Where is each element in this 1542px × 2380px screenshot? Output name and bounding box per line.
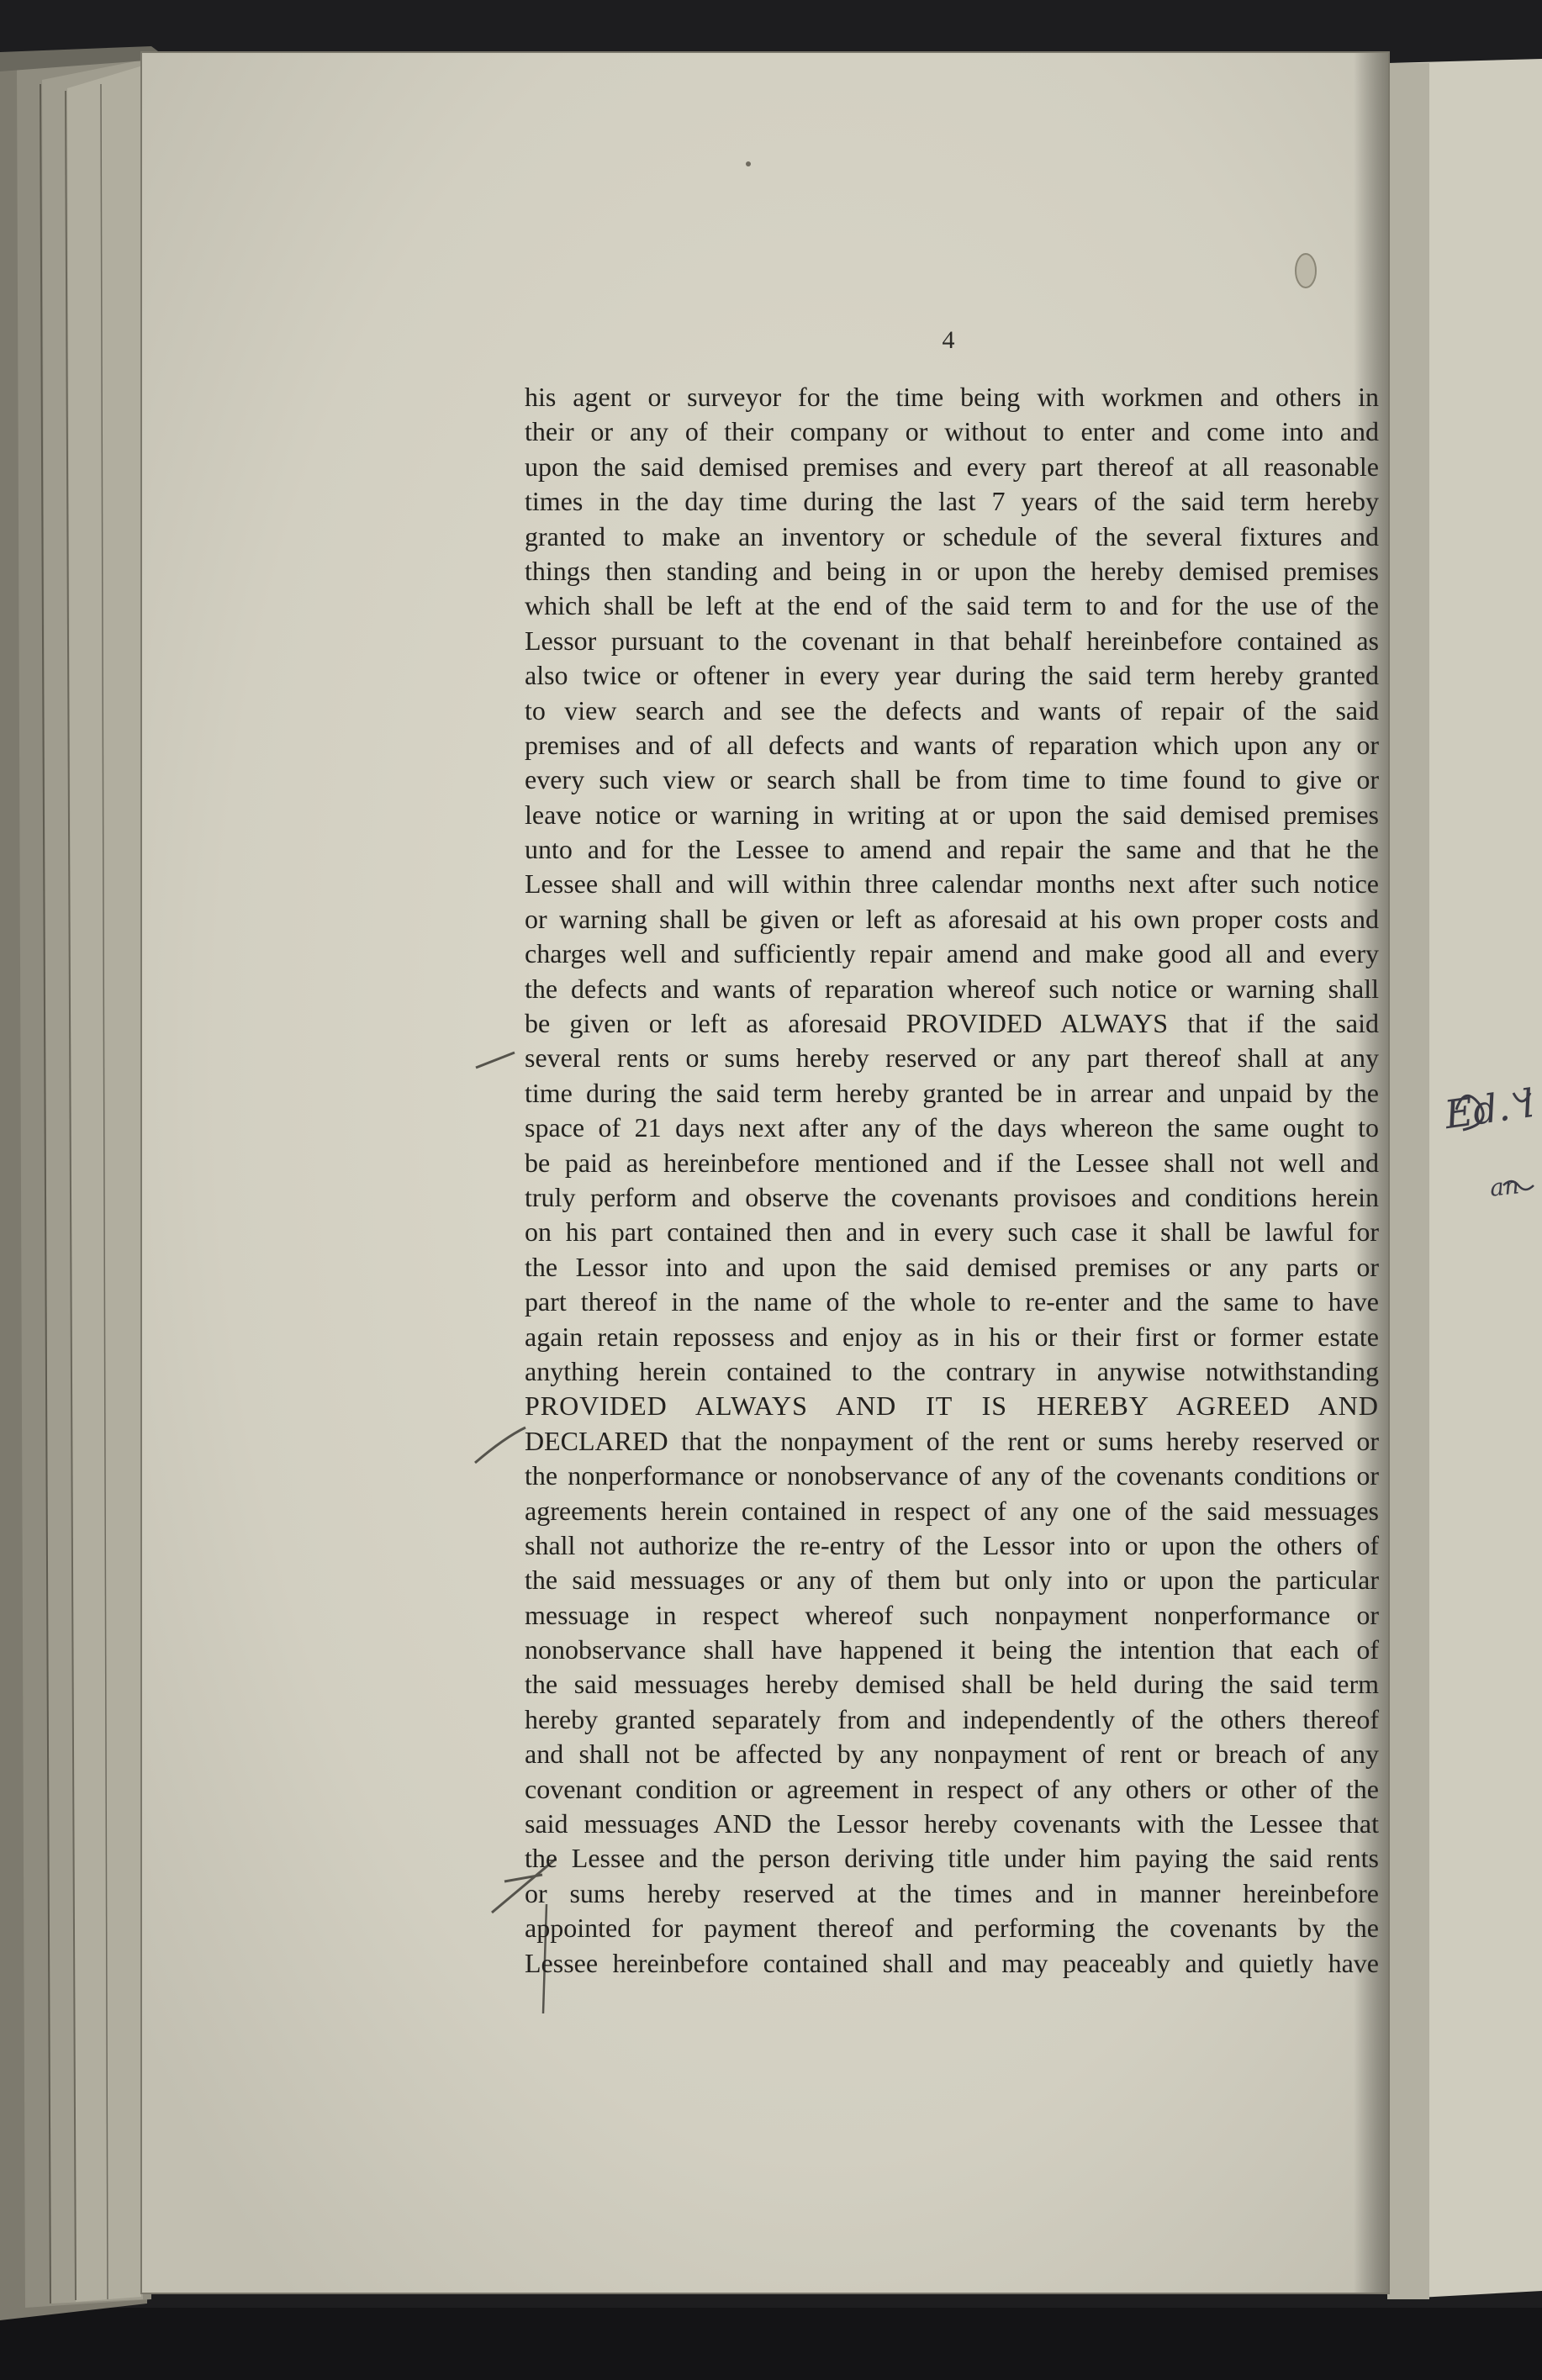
text-line: truly perform and observe the covenants provisoes and conditions herein <box>525 1181 1379 1212</box>
text-line: also twice or oftener in every year during the said term hereby granted <box>525 660 1379 691</box>
text-line: upon the said demised premises and every part thereof at all reasonable <box>525 451 1379 482</box>
text-line: be paid as hereinbefore mentioned and if the Lessee shall not well and <box>525 1147 1379 1178</box>
text-line: the Lessor into and upon the said demised premises or any parts or <box>525 1251 1379 1282</box>
text-line: nonobservance shall have happened it being the intention that each of <box>525 1634 1379 1665</box>
text-line: the said messuages hereby demised shall be held during the said term <box>525 1669 1379 1700</box>
margin-note-handwritten: an <box>1488 1171 1521 1202</box>
text-line: appointed for payment thereof and performing the covenants by the <box>525 1913 1379 1944</box>
text-line: the defects and wants of reparation whereof such notice or warning shall <box>525 973 1379 1004</box>
margin-note-handwritten: Ed. l <box>1441 1079 1538 1138</box>
text-line: agreements herein contained in respect of any one of the said messuages <box>525 1495 1379 1526</box>
text-line: which shall be left at the end of the said term to and for the use of the <box>525 590 1379 621</box>
text-line: Lessee shall and will within three calendar months next after such notice <box>525 868 1379 900</box>
text-line: and shall not be affected by any nonpayment of rent or breach of any <box>525 1739 1379 1770</box>
text-line: hereby granted separately from and independently of the others thereof <box>525 1703 1379 1734</box>
text-line: part thereof in the name of the whole to re-enter and the same to have <box>525 1286 1379 1317</box>
text-line: the nonperformance or nonobservance of any of the covenants conditions or <box>525 1460 1379 1491</box>
text-line: or warning shall be given or left as aforesaid at his own proper costs and <box>525 903 1379 934</box>
text-line: messuage in respect whereof such nonpayment nonperformance or <box>525 1599 1379 1630</box>
text-line: Lessor pursuant to the covenant in that behalf hereinbefore contained as <box>525 625 1379 656</box>
text-line: times in the day time during the last 7 years of the said term hereby <box>525 486 1379 517</box>
body-text <box>525 380 1379 1981</box>
text-line: several rents or sums hereby reserved or any part thereof shall at any <box>525 1042 1379 1074</box>
text-line: every such view or search shall be from time to time found to give or <box>525 764 1379 795</box>
text-line: the said messuages or any of them but only into or upon the particular <box>525 1565 1379 1596</box>
text-line: DECLARED that the nonpayment of the rent or sums hereby reserved or <box>525 1425 1379 1456</box>
text-line: anything herein contained to the contrary in anywise notwithstanding <box>525 1355 1379 1386</box>
text-line: space of 21 days next after any of the days whereon the same ought to <box>525 1112 1379 1143</box>
text-line: leave notice or warning in writing at or upon the said demised premises <box>525 799 1379 830</box>
text-line: the Lessee and the person deriving title under him paying the said rents <box>525 1843 1379 1874</box>
text-line: premises and of all defects and wants of reparation which upon any or <box>525 729 1379 760</box>
text-line: covenant condition or agreement in respect of any others or other of the <box>525 1773 1379 1804</box>
text-line: unto and for the Lessee to amend and repair the same and that he the <box>525 834 1379 865</box>
text-line: on his part contained then and in every such case it shall be lawful for <box>525 1216 1379 1248</box>
text-line: things then standing and being in or upon the hereby demised premises <box>525 555 1379 586</box>
text-line: charges well and sufficiently repair amend and make good all and every <box>525 938 1379 969</box>
text-line: Lessee hereinbefore contained shall and may peaceably and quietly have <box>525 1947 1379 1978</box>
page-number: 4 <box>942 326 955 354</box>
text-line: said messuages AND the Lessor hereby covenants with the Lessee that <box>525 1808 1379 1839</box>
text-line: shall not authorize the re-entry of the Lessor into or upon the others of <box>525 1529 1379 1560</box>
text-line: again retain repossess and enjoy as in his or their first or former estate <box>525 1321 1379 1352</box>
text-line: their or any of their company or without to enter and come into and <box>525 416 1379 447</box>
text-line: be given or left as aforesaid PROVIDED ALWAYS that if the said <box>525 1008 1379 1039</box>
text-line: time during the said term hereby granted be in arrear and unpaid by the <box>525 1077 1379 1108</box>
text-line: PROVIDED ALWAYS AND IT IS HEREBY AGREED AND <box>525 1391 1379 1422</box>
text-line: his agent or surveyor for the time being with workmen and others in <box>525 382 1379 412</box>
text-line: to view search and see the defects and wants of repair of the said <box>525 694 1379 726</box>
text-line: granted to make an inventory or schedule of the several fixtures and <box>525 520 1379 551</box>
text-line: or sums hereby reserved at the times and in manner hereinbefore <box>525 1877 1379 1908</box>
